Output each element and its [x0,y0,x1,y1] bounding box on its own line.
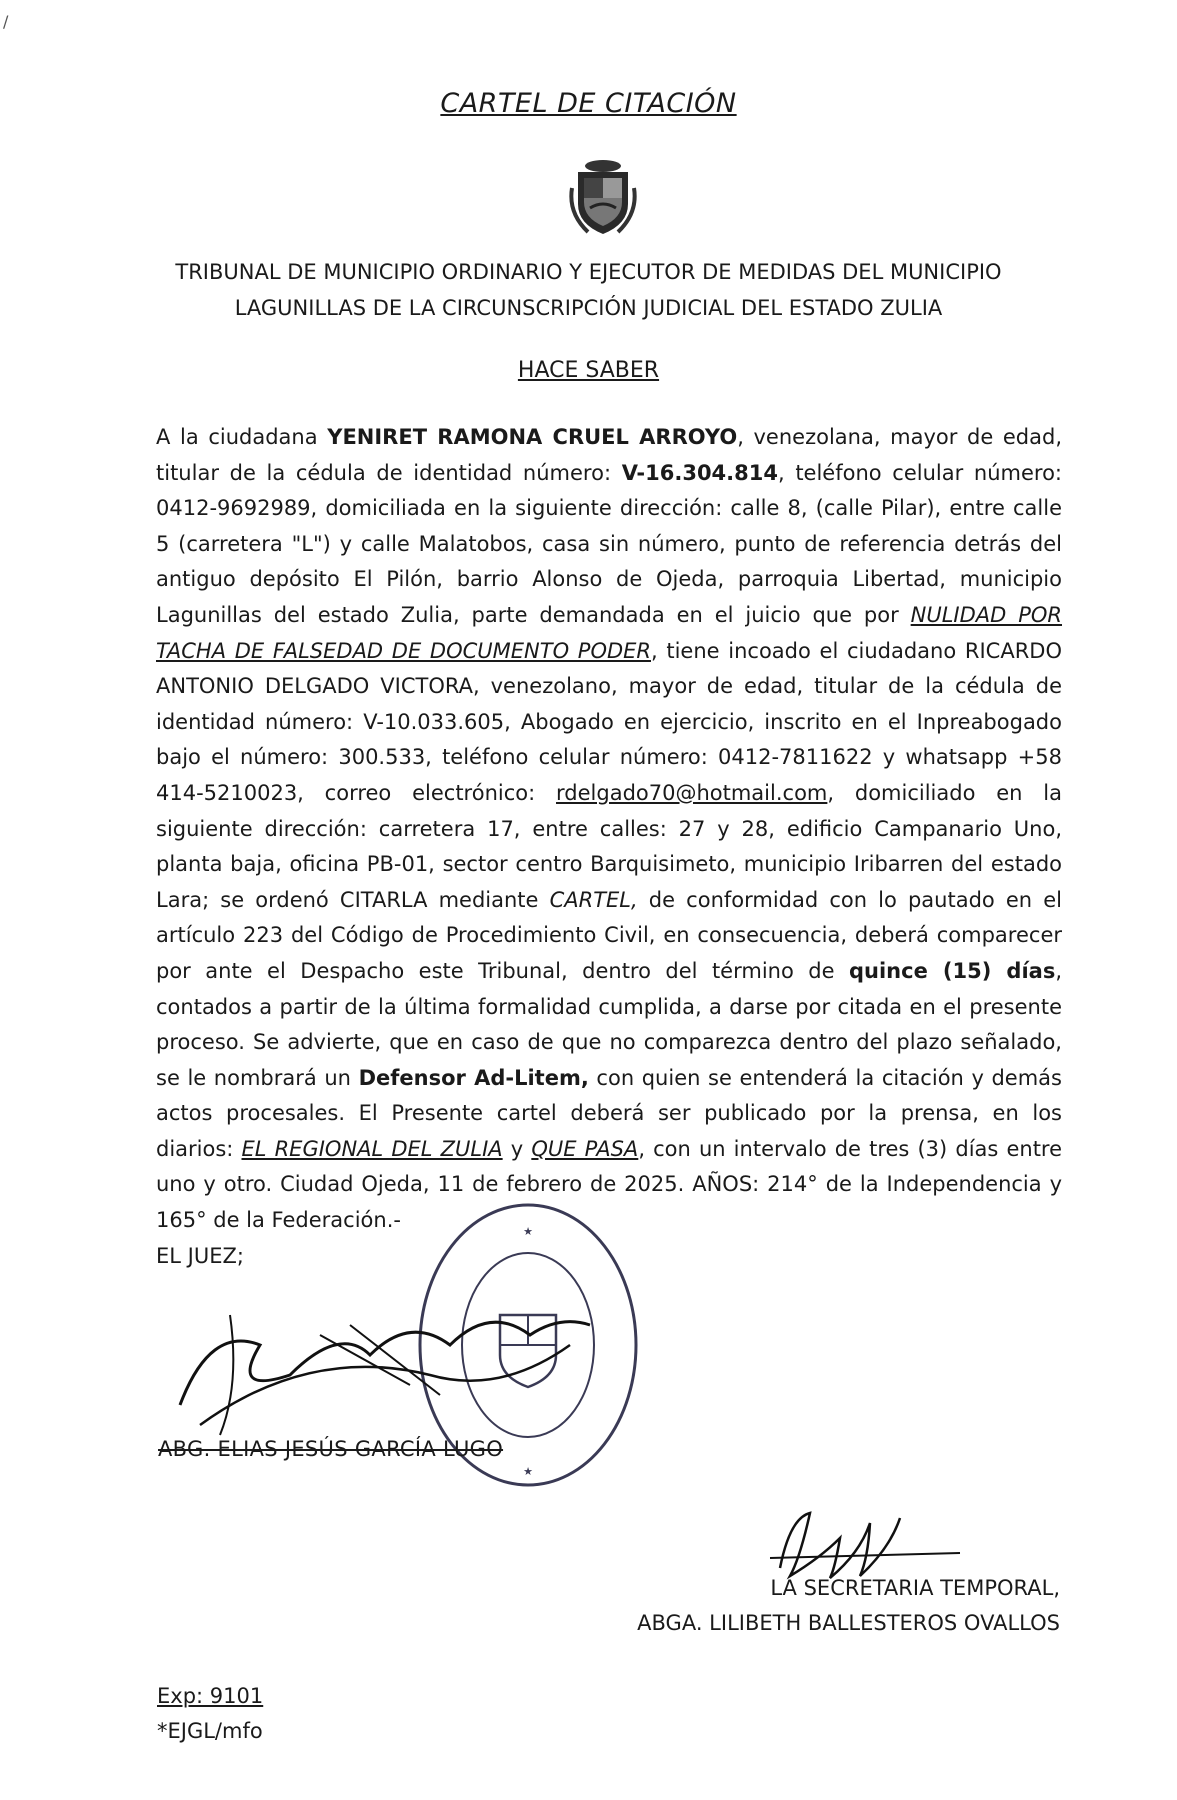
citada-name: YENIRET RAMONA CRUEL ARROYO [327,425,738,449]
judge-name: ABG. ELIAS JESÚS GARCÍA LUGO [158,1437,504,1461]
diario-1: EL REGIONAL DEL ZULIA [241,1136,503,1161]
initials: *EJGL/mfo [157,1719,263,1743]
citada-cedula: V-16.304.814 [621,460,778,485]
body-p6: de conformidad con lo pautado en el artículo 223 del Código de Procedimiento Civil, en consecuencia, deberá comparecer por ante el Despacho este Tribunal, dentro del término de [156,887,1062,983]
diario-2: QUE PASA [531,1136,639,1161]
body-p1: A la ciudadana [156,425,328,449]
body-p3: , teléfono celular número: 0412-9692989, domiciliada en la siguiente dirección: calle 8, (calle Pilar), entre calle 5 (carretera "L") y calle Malatobos, casa sin número, punto de referencia detrás del antiguo depósito El Pilón, barrio Alonso de Ojeda, parroquia Libertad, municipio Lagunillas del estado Zulia, parte demandada en el juicio que por [156,460,1062,627]
secretary-signature-icon [760,1498,980,1588]
body-p9: y [502,1136,532,1161]
plazo-term: quince (15) días [848,958,1056,983]
juez-label: EL JUEZ; [156,1243,244,1268]
body-p7: , contados a partir de la última formalidad cumplida, a darse por citada en el presente proceso. Se advierte, que en caso de que no comparezca dentro del plazo señalado, se le nombrará un [156,958,1063,1090]
body-p5: , domiciliado en la siguiente dirección: carretera 17, entre calles: 27 y 28, edificio Campanario Uno, planta baja, oficina PB-01, sector centro Barquisimeto, municipio Iribarren del estado Lara; se ordenó CITARLA mediante [156,780,1063,912]
expediente-number: Exp: 9101 [157,1684,264,1708]
body-p8: con quien se entenderá la citación y demás actos procesales. El Presente cartel deberá ser publicado por la prensa, en los diarios: [156,1065,1062,1161]
court-header [60,254,1117,326]
hace-saber-heading: HACE SABER [517,358,660,383]
juicio-type: NULIDAD POR TACHA DE FALSEDAD DE DOCUMENTO PODER [156,602,1062,663]
svg-text:★: ★ [523,1465,533,1478]
body-p10: , con un intervalo de tres (3) días entre uno y otro. Ciudad Ojeda, 11 de febrero de 2025. AÑOS: 214° de la Independencia y 165° de la Federación.- [156,1136,1063,1233]
judge-signature-icon [170,1285,650,1445]
defensor-term: Defensor Ad-Litem, [358,1065,589,1090]
cartel-word: CARTEL, [549,887,638,912]
body-text [156,420,1062,1274]
body-p4: , tiene incoado el ciudadano RICARDO ANTONIO DELGADO VICTORA, venezolano, mayor de edad, titular de la cédula de identidad número: V-10.033.605, Abogado en ejercicio, inscrito en el Inpreabogado bajo el número: 300.533, teléfono celular número: 0412-7811622 y whatsapp +58 414-5210023, correo electrónico: [156,638,1062,805]
email-link[interactable]: rdelgado70@hotmail.com [556,780,828,805]
secretary-title: LA SECRETARIA TEMPORAL, [770,1576,1060,1600]
coat-of-arms-icon [568,158,638,240]
document-title: CARTEL DE CITACIÓN [440,88,737,119]
body-p2: , venezolana, mayor de edad, titular de la cédula de identidad número: [156,425,1062,485]
court-line-1: TRIBUNAL DE MUNICIPIO ORDINARIO Y EJECUTOR DE MEDIDAS DEL MUNICIPIO [175,260,1002,284]
svg-text:★: ★ [523,1225,533,1238]
secretary-name: ABGA. LILIBETH BALLESTEROS OVALLOS [637,1611,1060,1635]
court-line-2: LAGUNILLAS DE LA CIRCUNSCRIPCIÓN JUDICIAL DEL ESTADO ZULIA [234,296,943,320]
corner-mark: / [3,12,9,31]
